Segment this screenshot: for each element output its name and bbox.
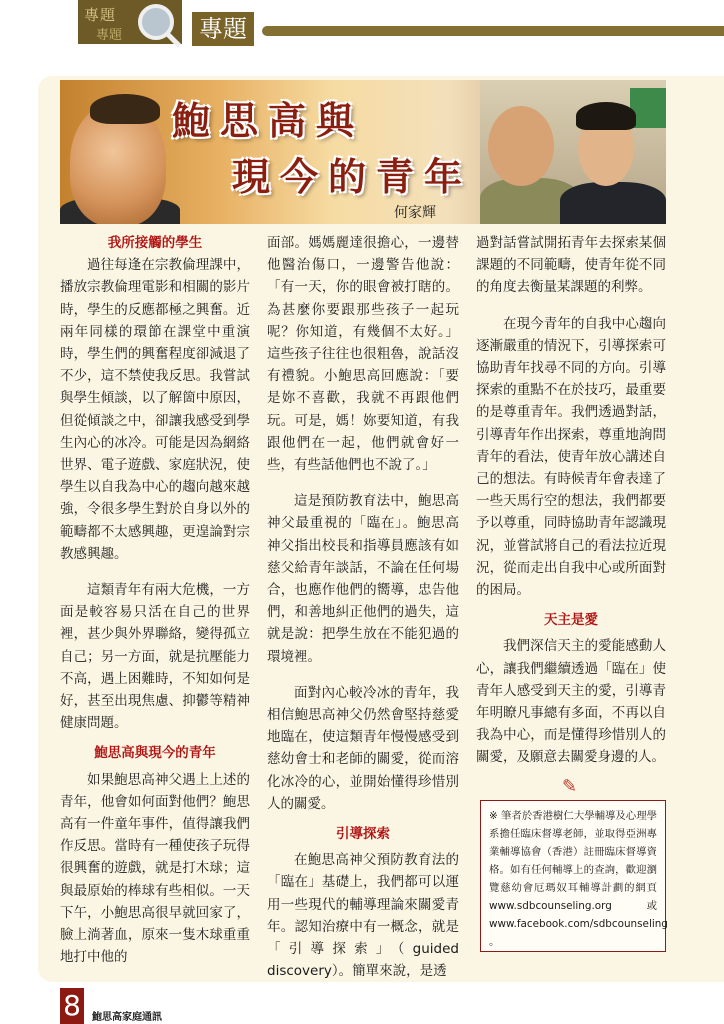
article-author: 何家輝 (394, 205, 436, 221)
page-number: 8 (60, 988, 84, 1024)
article-column-2 (267, 232, 459, 983)
subheading: 天主是愛 (544, 612, 598, 629)
paragraph: 過對話嘗試開拓青年去探索某個課題的不同範疇，使青年從不同的角度去衡量某課題的利弊。 (476, 235, 666, 296)
banner-photo (480, 80, 666, 224)
article-title-line-2: 現今的青年 (232, 154, 473, 199)
header-rule (262, 26, 724, 36)
paragraph: 在鮑思高神父預防教育法的「臨在」基礎上，我們都可以運用一些現代的輔導理論來關愛青年。認知治療中有一概念，就是「引導探索」（guided discovery）。簡單來說，是透 (267, 852, 459, 980)
article-column-3 (476, 232, 666, 769)
section-label: 專題 (192, 12, 254, 46)
paragraph: 我們深信天主的愛能感動人心，讓我們繼續透過「臨在」使青年人感受到天主的愛，引導青年明瞭凡事總有多面，不再以自我為中心，而是懂得珍惜別人的關愛，及願意去關愛身邊的人。 (476, 638, 666, 766)
publication-name: 鮑思高家庭通訊 (92, 1012, 162, 1023)
paragraph: 如果鮑思高神父遇上上述的青年，他會如何面對他們？鮑思高有一件童年事件，值得讓我們作反思。當時有一種使孩子玩得很興奮的遊戲，就是打木球；這與最原始的棒球有些相似。一天下午，小鮑思高很早就回家了，臉上淌著血，原來一隻木球重重地打中他的 (60, 771, 250, 966)
article-column-1 (60, 232, 250, 969)
subheading: 鮑思高與現今的青年 (94, 745, 216, 762)
header-logo-text-1: 專題 (84, 6, 117, 24)
section-header (0, 0, 724, 46)
article-title-line-1: 鮑思高與 (172, 98, 365, 143)
photo-person-1-face (488, 106, 554, 186)
author-note-box: ※ 筆者於香港樹仁大學輔導及心理學系擔任臨床督導老師，並取得亞洲專業輔導協會（香港）註冊臨床督導資格。如有任何輔導上的查詢，歡迎瀏覽慈幼會厄瑪奴耳輔導計劃的網頁 www.sdbcounseling.org 或 www.facebook.com/sdbcounseling 。 (480, 800, 666, 952)
photo-person-2-hair (576, 102, 636, 130)
paragraph: 面對內心較冷冰的青年，我相信鮑思高神父仍然會堅持慈愛地臨在，使這類青年慢慢感受到慈幼會士和老師的關愛，從而溶化冰冷的心，並開始懂得珍惜別人的關愛。 (267, 684, 459, 812)
photo-person-2-body (560, 182, 666, 224)
paragraph: 這是預防教育法中，鮑思高神父最重視的「臨在」。鮑思高神父指出校長和指導員應該有如慈父給青年談話，不論在任何場合，也應作他們的嚮導，忠告他們，和善地糾正他們的過失，這就是說：把學生放在不能犯過的環境裡。 (267, 493, 459, 665)
paragraph: 這類青年有兩大危機，一方面是較容易只活在自己的世界裡，甚少與外界聯絡，變得孤立自己；另一方面，就是抗壓能力不高，遇上困難時，不知如何是好，甚至出現焦慮、抑鬱等精神健康問題。 (60, 582, 250, 732)
paragraph: 在現今青年的自我中心趨向逐漸嚴重的情況下，引導探索可協助青年找尋不同的方向。引導探索的重點不在於技巧，最重要的是尊重青年。我們透過對話，引導青年作出探索，尊重地詢問青年的看法，使青年放心講述自己的想法。有時候青年會表達了一些天馬行空的想法，我們都要予以尊重，同時協助青年認識現況，並嘗試將自己的看法拉近現況，從而走出自我中心或所面對的困局。 (476, 315, 666, 599)
subheading: 引導探索 (336, 826, 390, 843)
decorative-emoji-icon: ✎ (562, 776, 578, 797)
portrait-hair (90, 94, 160, 124)
paragraph: 過往每逢在宗教倫理課中，播放宗教倫理電影和相關的影片時，學生的反應都極之興奮。近兩年同樣的環節在課堂中重演時，學生們的興奮程度卻減退了不少，這不禁使我反思。我嘗試與學生傾談，以了解箇中原因，但從傾談之中，卻讓我感受到學生內心的冰冷。可能是因為網絡世界、電子遊戲、家庭狀況，使學生以自我為中心的趨向越來越強，令很多學生對於自身以外的範疇都不太感興趣，更遑論對宗教感興趣。 (60, 257, 250, 562)
subheading: 我所接觸的學生 (107, 235, 203, 251)
header-logo-text-2: 專題 (96, 28, 123, 43)
paragraph: 面部。媽媽麗達很擔心，一邊替他醫治傷口，一邊警告他說：「有一天，你的眼會被打瞎的。為甚麼你要跟那些孩子一起玩呢？你知道，有幾個不太好。」這些孩子往往也很粗魯，說話沒有禮貌。小鮑思高回應說：「要是妳不喜歡，我就不再跟他們玩。可是，媽！妳要知道，有我跟他們在一起，他們就會好一些，有些話他們也不說了。」 (267, 235, 459, 474)
